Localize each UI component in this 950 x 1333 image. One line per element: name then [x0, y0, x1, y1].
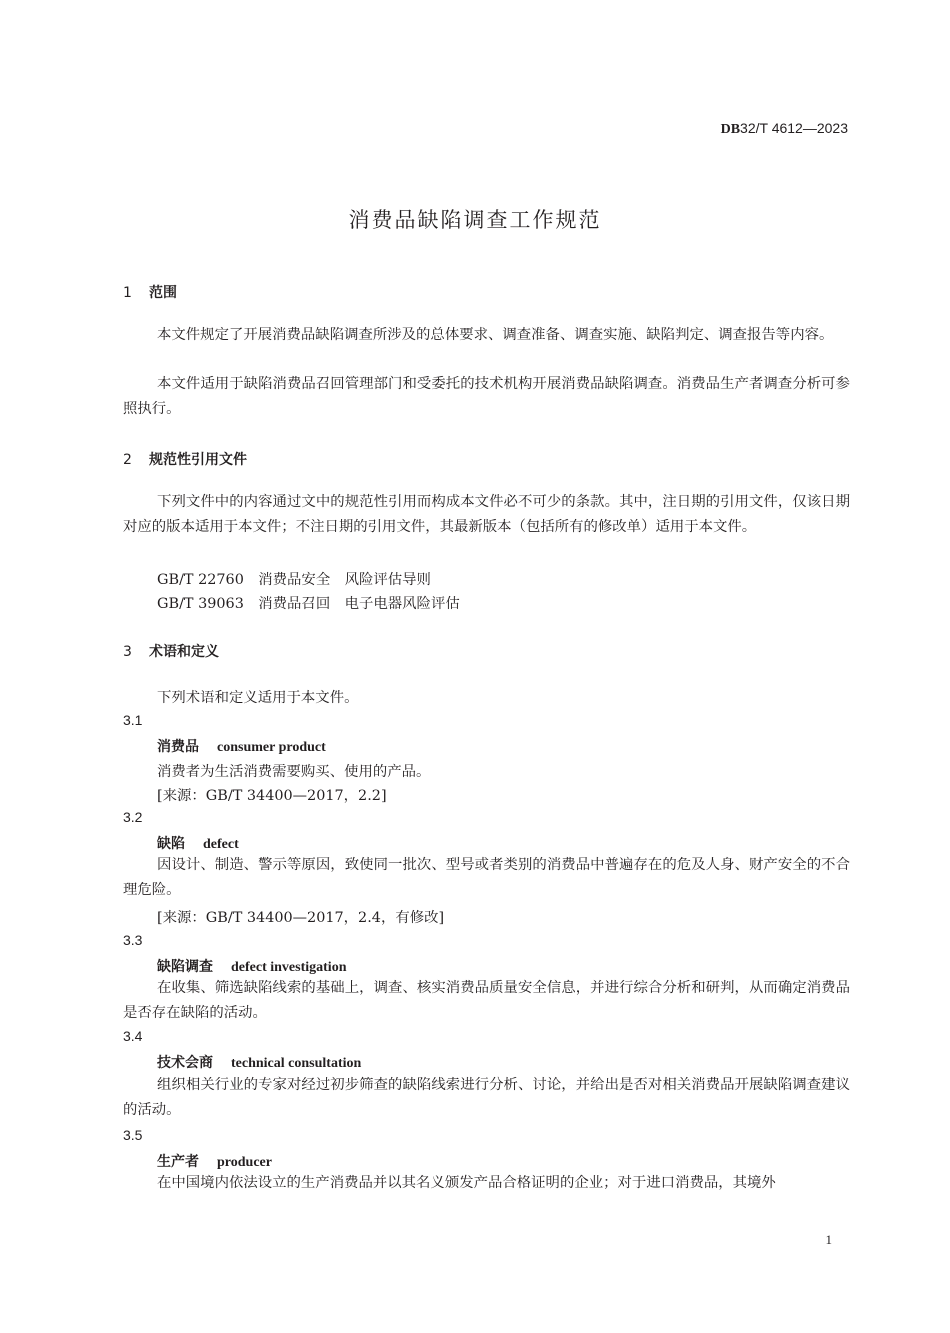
section-heading-normative-references: 2 规范性引用文件 — [123, 452, 247, 468]
term-heading: 生产者 producer — [157, 1154, 272, 1170]
reference-item: GB/T 22760 消费品安全 风险评估导则 — [157, 572, 431, 588]
term-definition: 因设计、制造、警示等原因，致使同一批次、型号或者类别的消费品中普遍存在的危及人身、财产安全的不合理危险。 — [123, 857, 850, 898]
term-heading: 技术会商 technical consultation — [157, 1055, 362, 1071]
term-number: 3.5 — [123, 1127, 143, 1143]
document-title: 消费品缺陷调查工作规范 — [348, 208, 602, 232]
term-definition: 在收集、筛选缺陷线索的基础上，调查、核实消费品质量安全信息，并进行综合分析和研判，从而确定消费品是否存在缺陷的活动。 — [123, 980, 850, 1021]
references-paragraph: 下列文件中的内容通过文中的规范性引用而构成本文件必不可少的条款。其中，注日期的引用文件，仅该日期对应的版本适用于本文件；不注日期的引用文件，其最新版本（包括所有的修改单）适用于本文件。 — [123, 494, 850, 535]
term-definition: 在中国境内依法设立的生产消费品并以其名义颁发产品合格证明的企业；对于进口消费品，其境外 — [157, 1175, 776, 1191]
page-number: 1 — [825, 1232, 832, 1247]
term-heading: 缺陷调查 defect investigation — [157, 959, 347, 975]
scope-paragraph-2: 本文件适用于缺陷消费品召回管理部门和受委托的技术机构开展消费品缺陷调查。消费品生产者调查分析可参照执行。 — [123, 376, 850, 417]
term-source: [来源：GB/T 34400—2017，2.4，有修改] — [157, 910, 445, 926]
reference-item: GB/T 39063 消费品召回 电子电器风险评估 — [157, 596, 460, 612]
section-heading-terms: 3 术语和定义 — [123, 644, 219, 660]
term-heading: 消费品 consumer product — [157, 739, 326, 755]
scope-paragraph-1: 本文件规定了开展消费品缺陷调查所涉及的总体要求、调查准备、调查实施、缺陷判定、调查报告等内容。 — [157, 327, 834, 343]
term-source: [来源：GB/T 34400—2017，2.2] — [157, 788, 387, 804]
section-heading-scope: 1 范围 — [123, 285, 177, 301]
term-definition: 消费者为生活消费需要购买、使用的产品。 — [157, 764, 431, 780]
term-number: 3.2 — [123, 809, 143, 825]
term-number: 3.1 — [123, 712, 143, 728]
term-heading: 缺陷 defect — [157, 836, 239, 852]
terms-intro: 下列术语和定义适用于本文件。 — [157, 690, 359, 706]
standard-number: DB32/T 4612—2023 — [720, 120, 848, 137]
term-definition: 组织相关行业的专家对经过初步筛查的缺陷线索进行分析、讨论，并给出是否对相关消费品开展缺陷调查建议的活动。 — [123, 1077, 850, 1118]
term-number: 3.3 — [123, 932, 143, 948]
term-number: 3.4 — [123, 1028, 143, 1044]
